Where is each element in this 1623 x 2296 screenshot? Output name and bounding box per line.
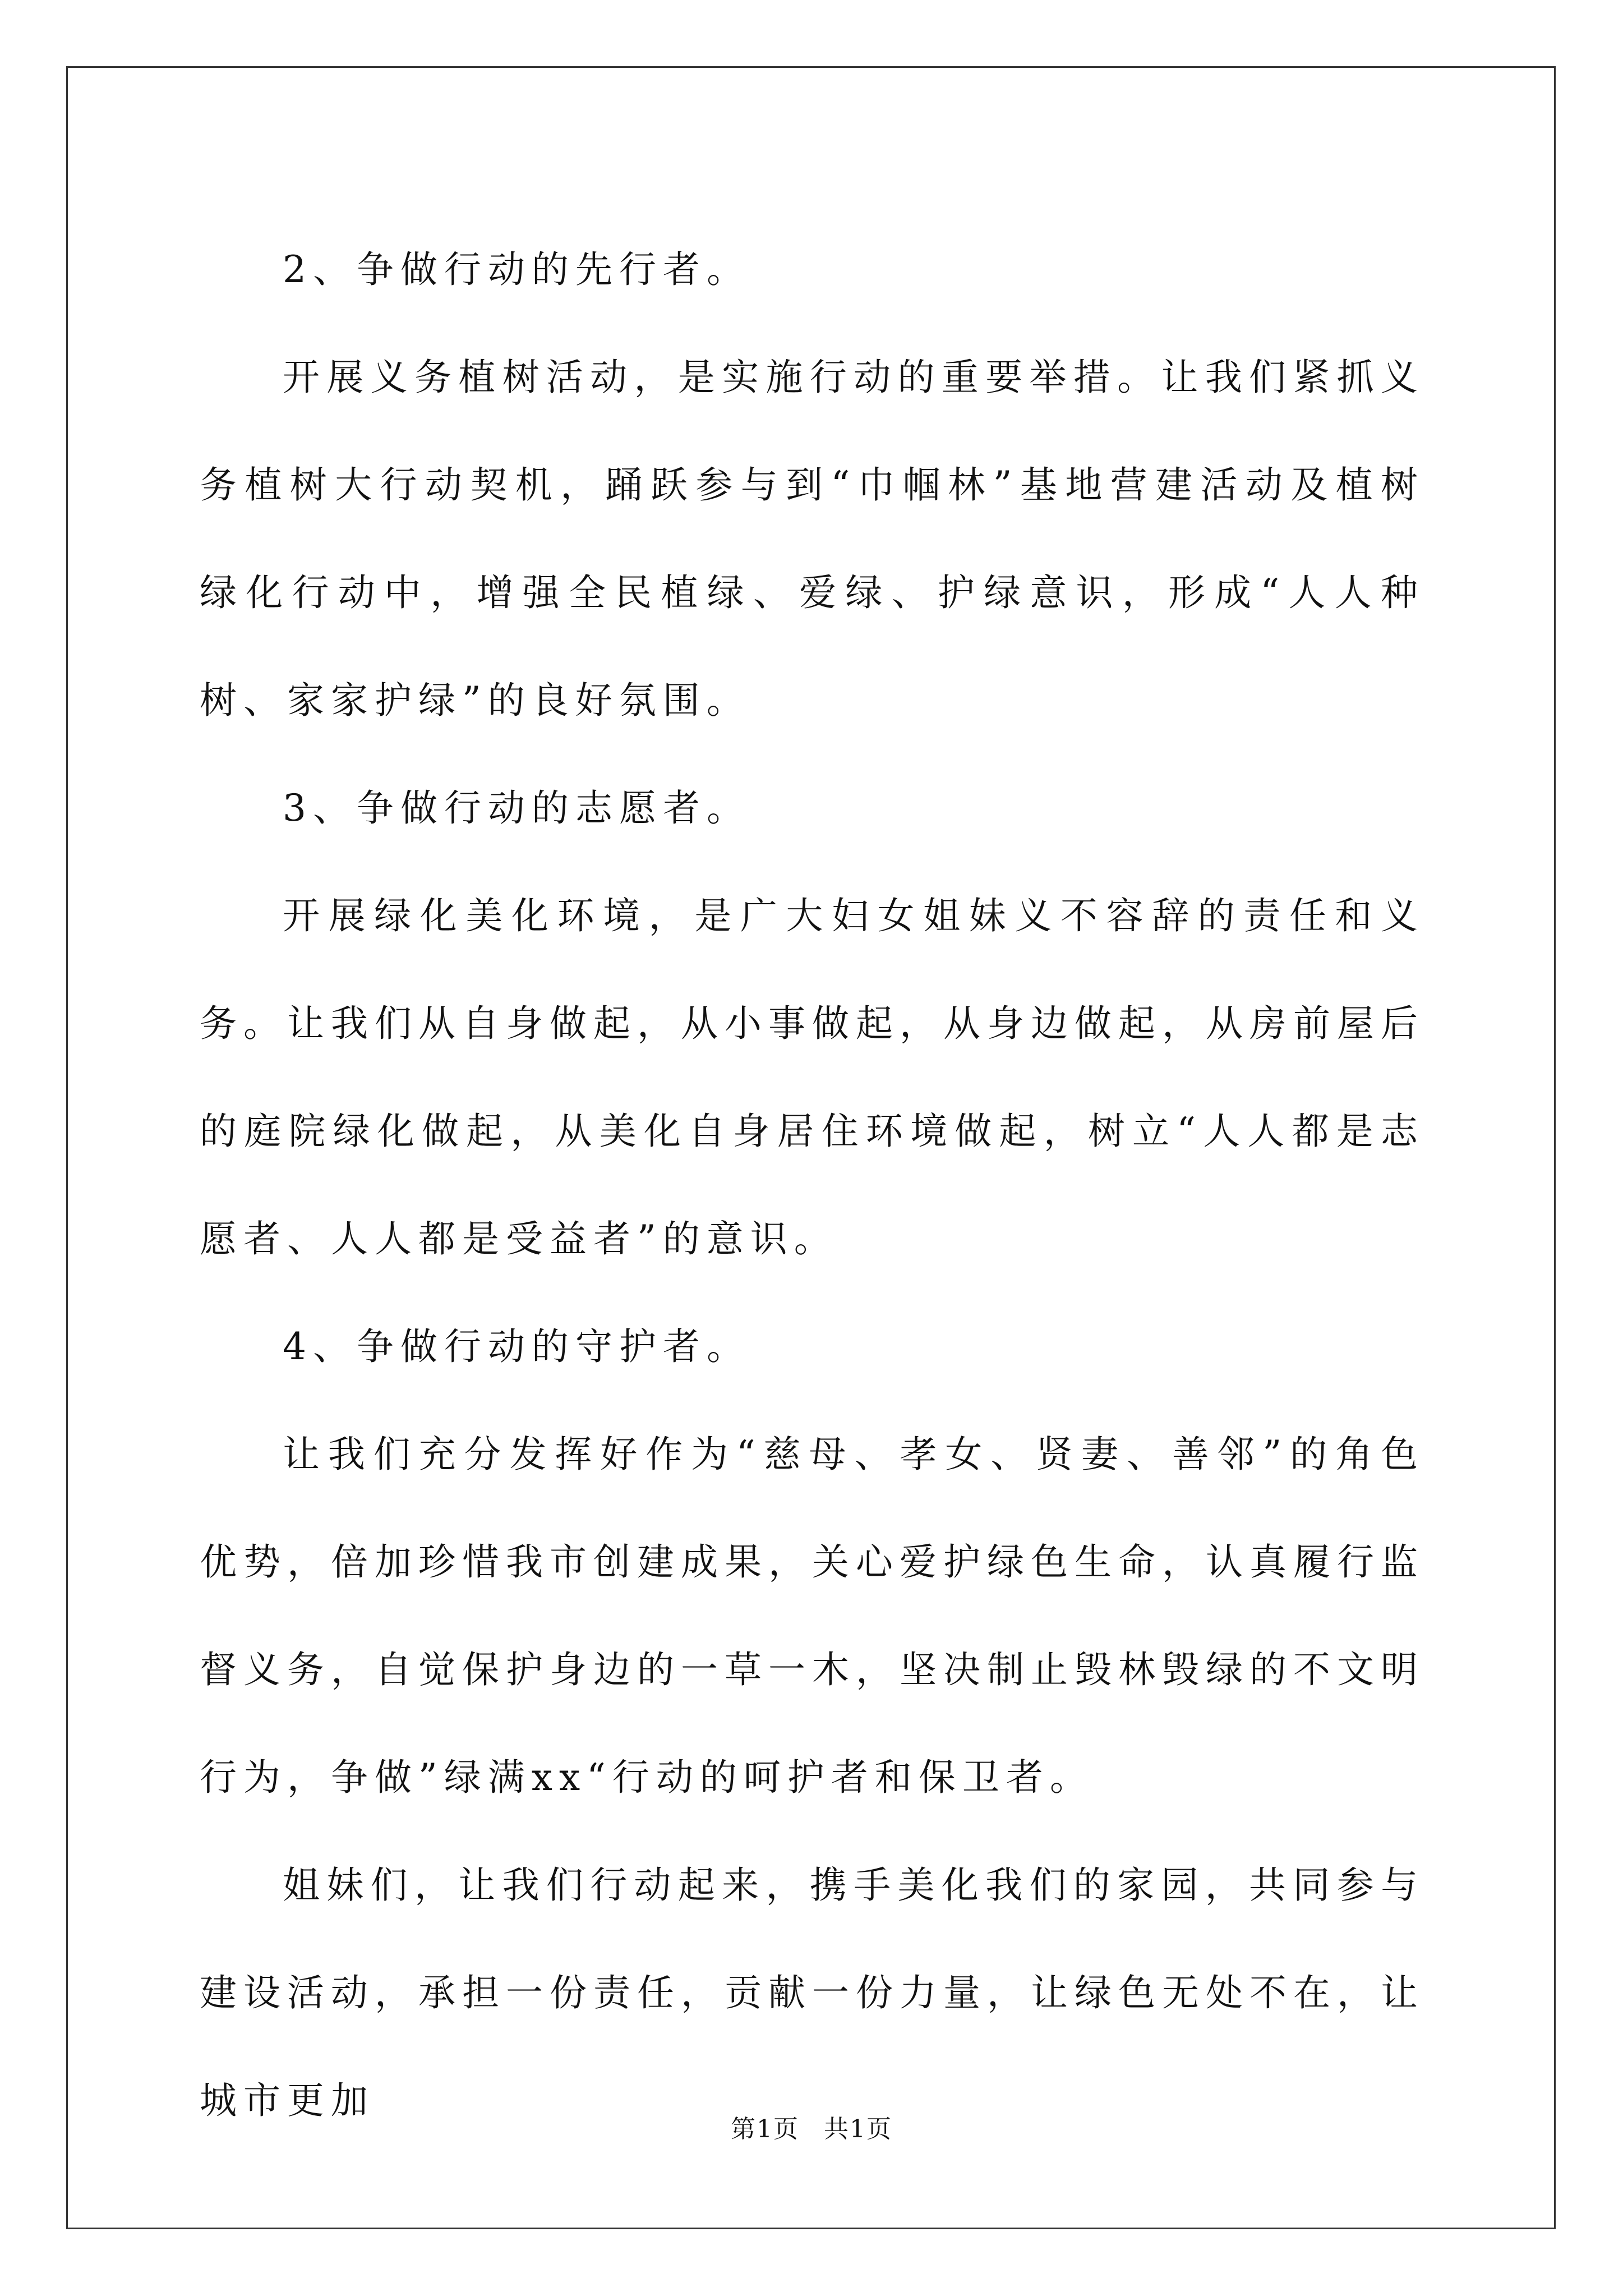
paragraph-closing: 姐妹们，让我们行动起来，携手美化我们的家园，共同参与建设活动，承担一份责任，贡献一份力量，让绿色无处不在，让城市更加: [200, 1864, 1424, 2122]
section-heading-3: 3、争做行动的志愿者。: [283, 786, 750, 830]
document-body: [200, 216, 1424, 2155]
page-total: 共1页: [824, 2115, 892, 2143]
paragraph-guardian: 让我们充分发挥好作为“慈母、孝女、贤妻、善邻”的角色优势，倍加珍惜我市创建成果，关心爱护绿色生命，认真履行监督义务，自觉保护身边的一草一木，坚决制止毁林毁绿的不文明行为，争做”绿满xx“行动的呵护者和保卫者。: [200, 1433, 1424, 1799]
paragraph-tree-planting: 开展义务植树活动，是实施行动的重要举措。让我们紧抓义务植树大行动契机，踊跃参与到“巾帼林”基地营建活动及植树绿化行动中，增强全民植绿、爱绿、护绿意识，形成“人人种树、家家护绿”的良好氛围。: [200, 356, 1424, 722]
paragraph-volunteer: 开展绿化美化环境，是广大妇女姐妹义不容辞的责任和义务。让我们从自身做起，从小事做起，从身边做起，从房前屋后的庭院绿化做起，从美化自身居住环境做起，树立“人人都是志愿者、人人都是受益者”的意识。: [200, 894, 1424, 1260]
page-number: 第1页: [731, 2115, 799, 2143]
section-heading-4: 4、争做行动的守护者。: [283, 1325, 750, 1368]
page-footer: [0, 2113, 1623, 2146]
section-heading-2: 2、争做行动的先行者。: [283, 248, 750, 291]
